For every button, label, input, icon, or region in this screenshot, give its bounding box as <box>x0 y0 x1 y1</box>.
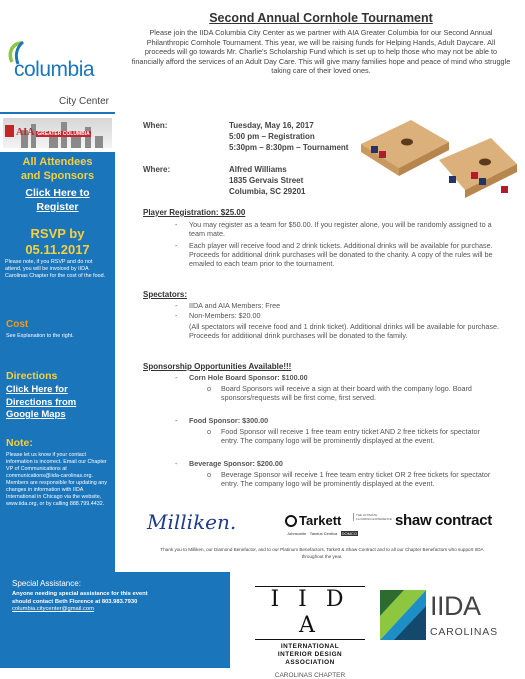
tournament-time: 5:30pm – 8:30pm – Tournament <box>229 143 349 152</box>
food-sponsor-heading: Food Sponsor: $300.00 <box>189 416 269 425</box>
player-item-food: Each player will receive food and 2 drink tickets. Additional drinks will be available for purchase. Proceeds for additional drink purchases will be donated to the charity. A copy of the rules will be emailed to each team prior to the tournament. <box>189 241 493 268</box>
when-label: When: <box>143 121 168 130</box>
player-item-team: You may register as a team for $50.00. If you register alone, you will be randomly assigned to a team mate. <box>189 220 492 238</box>
cost-heading: Cost <box>6 319 29 330</box>
shaw-contract-logo: shaw contract <box>395 512 492 529</box>
when-details <box>229 120 348 153</box>
rsvp-date: 05.11.2017 <box>25 242 90 257</box>
venue-city: Columbia, SC 29201 <box>229 187 306 196</box>
page-title: Second Annual Cornhole Tournament <box>209 11 433 25</box>
intro-paragraph: Please join the IIDA Columbia City Center as we partner with AIA Greater Columbia for our Second Annual Philanthropic Cornhole Tournament. This year, we will be raising funds for Helping Hands, Adult Daycare. All proceeds will go towards Mr. Charlie's Scholarship Fund which is set up to help those who may not be able to financially afford the services of an Adult Day Care. This will give many families hope and peace of mind who struggle taking care of their loved ones. <box>131 28 511 75</box>
logo-wordmark: columbia <box>14 58 95 81</box>
cost-text: See Explanation to the right. <box>6 333 74 339</box>
board-sponsor-text: Board Sponsors will receive a sign at their board with the company logo. Board sponsors/requests will be first come, first served. <box>221 384 472 402</box>
registration-time: 5:00 pm – Registration <box>229 132 315 141</box>
assistance-text: Anyone needing special assistance for this event should contact Beth Florence at 803.983.7930 <box>12 591 148 605</box>
iida-chapter-label: CAROLINAS CHAPTER <box>274 672 346 679</box>
iida-carolinas-chapter-logo <box>255 586 365 679</box>
iida-international: INTERNATIONAL <box>280 643 340 650</box>
spectator-members-item: IIDA and AIA Members: Free <box>189 301 281 310</box>
iida-carolinas-wordmark: IIDA <box>430 591 481 621</box>
aia-badge-icon <box>5 125 14 137</box>
event-date: Tuesday, May 16, 2017 <box>229 121 314 130</box>
iida-interior-design: INTERIOR DESIGN <box>277 651 343 658</box>
iida-letters: I I D A <box>255 586 365 640</box>
iida-carolinas-subtitle: CAROLINAS <box>430 626 498 638</box>
spectator-nonmembers-item: Non-Members: $20.00 <box>189 311 261 320</box>
thank-you-text: Thank you to Milliken, our Diamond Benefactor, and to our Platinum Benefactors, Tarkett & Shaw Contract and to all our Chapter Benefactors who support IIDA throughout the year. <box>160 547 484 559</box>
footer <box>0 572 525 679</box>
attendees-heading-line2: and Sponsors <box>20 170 95 182</box>
note-heading: Note: <box>6 437 33 449</box>
sponsorship-heading: Sponsorship Opportunities Available!!! <box>143 362 292 371</box>
note-text: Please let us know if your contact information is incorrect. Email our Chapter VP of Communications at communications@iida-carolinas.org. Members are responsible for updating any changes in information with IIDA International in Chicago via the website, www.iida.org, or by calling 888.799.4432. <box>6 452 107 507</box>
special-assistance-box <box>0 572 230 668</box>
iida-carolinas-mark-icon <box>380 590 426 640</box>
venue-street: 1835 Gervais Street <box>229 176 304 185</box>
iida-carolinas-logo <box>380 590 520 650</box>
rsvp-heading: RSVP by <box>30 226 85 241</box>
spectator-note: (All spectators will receive food and 1 drink ticket). Additional drinks will be available for purchase. Proceeds for additional drink purchases will be donated to the family. <box>189 322 500 340</box>
tarkett-brands: Johnsonite Tandus Centiva DOMCO <box>287 531 357 536</box>
food-sponsor-text: Food Sponsor will receive 1 free team entry ticket AND 2 free tickets for spectator entry. The company logo will be prominently displayed at the event. <box>221 427 480 445</box>
beverage-sponsor-heading: Beverage Sponsor: $200.00 <box>189 459 283 468</box>
tarkett-logo: Tarkett <box>285 513 341 528</box>
assistance-heading: Special Assistance: <box>12 579 81 588</box>
spectators-heading: Spectators: <box>143 290 188 299</box>
where-details <box>229 164 305 197</box>
sidebar <box>0 0 115 572</box>
aia-text: AIA GREATER COLUMBIA <box>16 127 90 138</box>
cornhole-boards-image <box>353 116 519 202</box>
venue-name: Alfred Williams <box>229 165 287 174</box>
rsvp-note: Please note, if you RSVP and do not attend, you will be invoiced by IIDA Carolinas Chapter for the cost of the food. <box>5 259 106 279</box>
columbia-city-center-logo <box>0 0 115 112</box>
directions-heading: Directions <box>6 370 58 382</box>
board-sponsor-heading: Corn Hole Board Sponsor: $100.00 <box>189 373 308 382</box>
aia-greater-columbia-logo <box>0 114 115 152</box>
tarkett-tagline: THE ULTIMATE FLOORING EXPERIENCE <box>353 513 393 521</box>
tarkett-mark-icon <box>285 515 297 527</box>
beverage-sponsor-text: Beverage Sponsor will receive 1 free team entry ticket OR 2 free tickets for spectator entry. The company logo will be prominently displayed at the event. <box>221 470 491 488</box>
milliken-logo: Milliken. <box>147 510 237 534</box>
main-content: Second Annual Cornhole Tournament Please join the IIDA Columbia City Center as we partner with AIA Greater Columbia for our Second Annual Philanthropic Cornhole Tournament. This year, we will be raising funds for Helping Hands, Adult Daycare. All proceeds will go towards Mr. Charlie's Scholarship Fund which is set up to help those who may not be able to financially afford the services of an Adult Day Care. This will give many families hope and peace of mind who struggle taking care of their loved ones. When: Tuesday, May 16, 2017 5:00 pm – Registration 5:30pm – 8:30pm – Tournament Where: Alfred Williams 1835 Gervais Street Columbia, SC 29201 Player Registration: $25.00 - You may register as a team for $50.00. If you register alone, you will be randomly assigned to a team mate. - Each player will receive food and 2 drink tickets. Additional drinks will be available for purchase. Proceeds for additional drink purchases will be donated to the charity. A copy of the rules will be emailed to each team prior to the tournament. Spectators: - IIDA and AIA Members: Free - Non-Members: $20.00 (All spectators will receive food and 1 drink ticket). Additional drinks will be available for purchase. Proceeds for additional drink purchases will be donated to the family. Sponsorship Opportunities Available!!! - Corn Hole Board Sponsor: $100.00 o Board Sponsors will receive a sign at their board with the company logo. Board sponsors/requests will be first come, first served. - Food Sponsor: $300.00 o Food Sponsor will receive 1 free team entry ticket AND 2 free tickets for spectator entry. The company logo will be prominently displayed at the event. - Beverage Sponsor: $200.00 o Beverage Sponsor will receive 1 free team entry ticket OR 2 free tickets for spectator entry. The company logo will be prominently displayed at the event. Milliken. Tarkett THE ULTIMATE FLOORING EXPERIENCE shaw contract Johnsonite Tandus Centiva DOMCO Thank you to Milliken, our Diamond Benefactor, and to our Platinum Benefactors, Tarkett & Shaw Contract and to all our Chapter Benefactors who support IIDA throughout the year. <box>117 0 525 572</box>
register-link[interactable]: Click Here to Register <box>25 187 90 213</box>
player-registration-heading: Player Registration: $25.00 <box>143 208 246 217</box>
iida-association: ASSOCIATION <box>285 659 335 666</box>
assistance-email-link[interactable]: columbia.citycenter@gmail.com <box>12 606 94 612</box>
where-label: Where: <box>143 165 171 174</box>
attendees-heading-line1: All Attendees <box>22 156 93 168</box>
logo-subtitle: City Center <box>58 96 109 107</box>
directions-link[interactable]: Click Here for Directions from Google Maps <box>6 384 77 420</box>
